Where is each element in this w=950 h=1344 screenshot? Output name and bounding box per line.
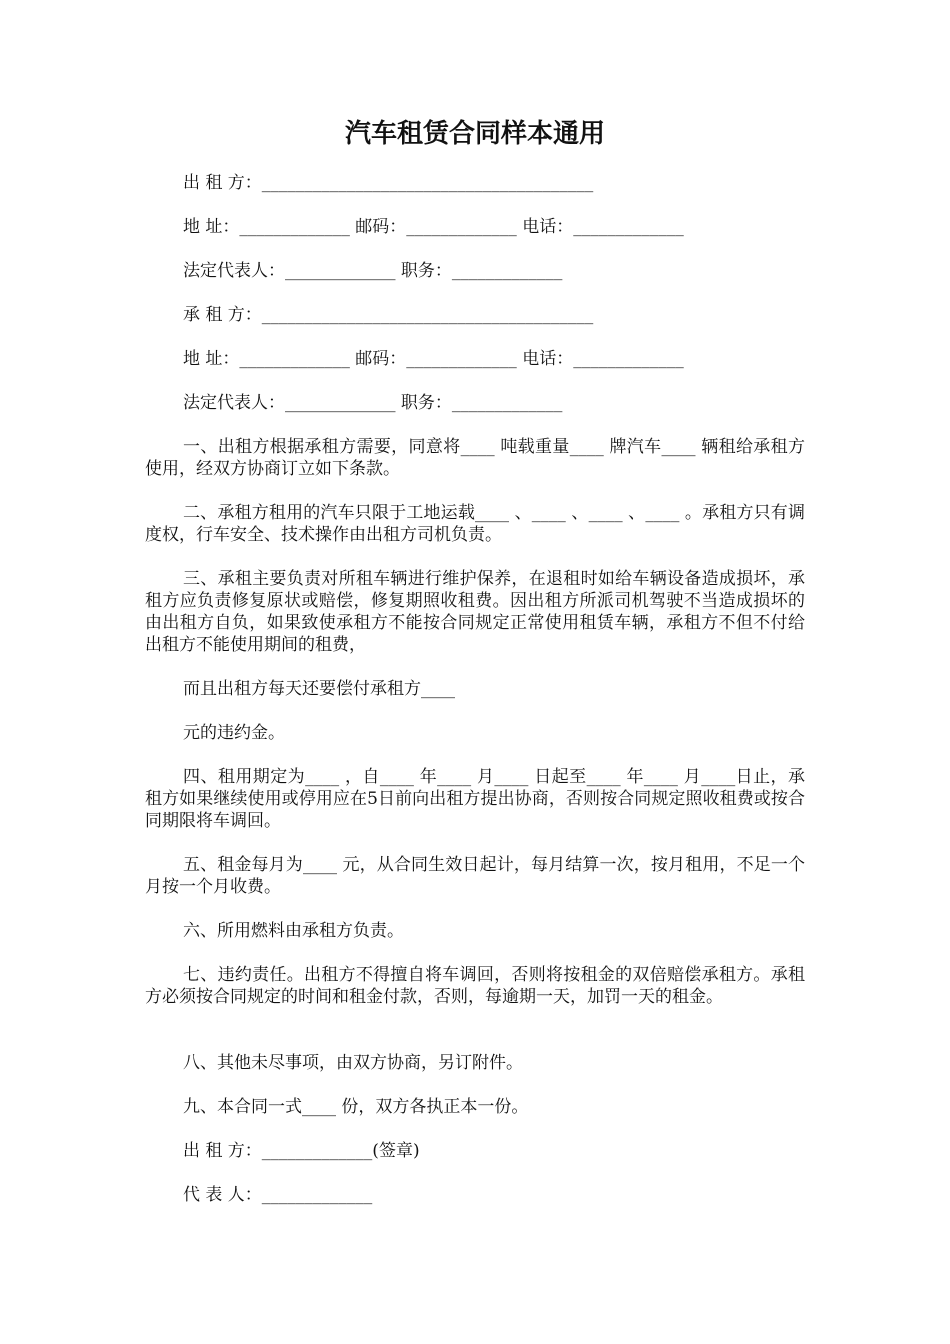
clause-5: 五、租金每月为____ 元，从合同生效日起计，每月结算一次，按月租用，不足一个月按一个月收费。 [145,855,805,897]
document-title: 汽车租赁合同样本通用 [344,119,605,149]
lessor-representative-field: 法定代表人：_____________ 职务：_____________ [183,261,563,281]
clause-1: 一、出租方根据承租方需要，同意将____ 吨载重量____ 牌汽车____ 辆租给承租方使用，经双方协商订立如下条款。 [145,437,805,479]
lessee-representative-field: 法定代表人：_____________ 职务：_____________ [183,393,563,413]
lessor-signature-field: 出 租 方：_____________(签章) [183,1141,420,1161]
lessor-address-field: 地 址：_____________ 邮码：_____________ 电话：_____________ [183,217,684,237]
lessee-field: 承 租 方：_______________________________________ [183,305,594,325]
clause-9: 九、本合同一式____ 份，双方各执正本一份。 [183,1097,529,1117]
clause-3-end: 元的违约金。 [183,723,285,743]
clause-4: 四、租用期定为____ ，自____ 年____ 月____ 日起至____ 年____ 月____日止，承租方如果继续使用或停用应在5日前向出租方提出协商，否则按合同规定照收租费或按合同期限将车调回。 [145,767,805,831]
clause-6: 六、所用燃料由承租方负责。 [183,921,404,941]
clause-8: 八、其他未尽事项，由双方协商，另订附件。 [183,1053,523,1073]
clause-7: 七、违约责任。出租方不得擅自将车调回，否则将按租金的双倍赔偿承租方。承租方必须按合同规定的时间和租金付款，否则，每逾期一天，加罚一天的租金。 [145,965,805,1007]
clause-2: 二、承租方租用的汽车只限于工地运载____ 、____ 、____ 、____ 。承租方只有调度权，行车安全、技术操作由出租方司机负责。 [145,503,805,545]
lessee-address-field: 地 址：_____________ 邮码：_____________ 电话：_____________ [183,349,684,369]
representative-signature-field: 代 表 人：_____________ [183,1185,373,1205]
lessor-field: 出 租 方：_______________________________________ [183,173,594,193]
clause-3-continuation: 而且出租方每天还要偿付承租方____ [183,679,455,699]
clause-3: 三、承租主要负责对所租车辆进行维护保养，在退租时如给车辆设备造成损坏，承租方应负责修复原状或赔偿，修复期照收租费。因出租方所派司机驾驶不当造成损坏的由出租方自负，如果致使承租方不能按合同规定正常使用租赁车辆，承租方不但不付给出租方不能使用期间的租费， [145,569,805,655]
